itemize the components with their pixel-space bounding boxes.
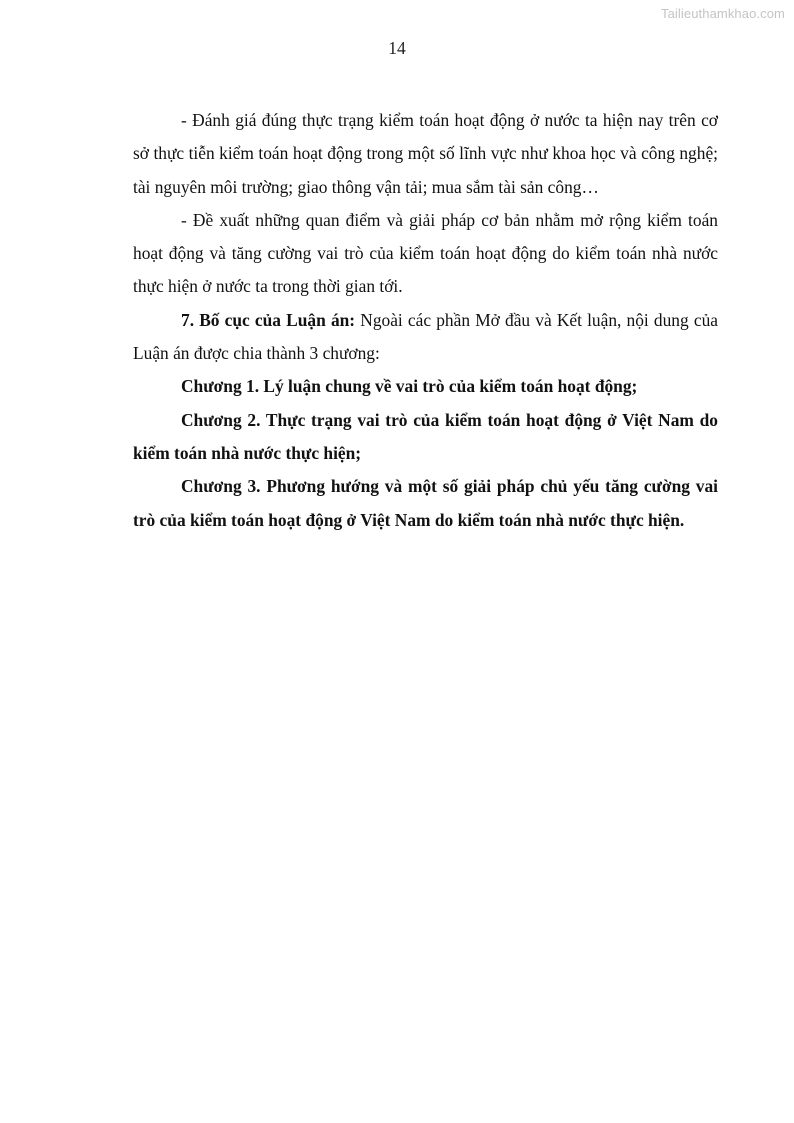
paragraph-objective-proposals: - Đề xuất những quan điểm và giải pháp cơ bản nhằm mở rộng kiểm toán hoạt động và tăng cường vai trò của kiểm toán hoạt động do kiểm toán nhà nước thực hiện ở nước ta trong thời gian tới. xyxy=(133,209,718,297)
page-number: 14 xyxy=(388,38,406,58)
document-body xyxy=(133,104,718,537)
section-heading-thesis-structure: 7. Bố cục của Luận án: xyxy=(181,309,356,330)
chapter-2-title: Chương 2. Thực trạng vai trò của kiểm toán hoạt động ở Việt Nam do kiểm toán nhà nước thực hiện; xyxy=(133,409,718,463)
paragraph-thesis-structure xyxy=(133,304,718,371)
thesis-structure-text: Ngoài các phần Mở đầu và Kết luận, nội dung của Luận án được chia thành 3 chương: xyxy=(133,309,718,364)
chapter-3-title: Chương 3. Phương hướng và một số giải pháp chủ yếu tăng cường vai trò của kiểm toán hoạt động ở Việt Nam do kiểm toán nhà nước thực hiện. xyxy=(133,476,718,530)
chapter-1-title: Chương 1. Lý luận chung về vai trò của kiểm toán hoạt động; xyxy=(181,376,638,397)
watermark: Tailieuthamkhao.com xyxy=(660,6,785,21)
paragraph-objective-assessment: - Đánh giá đúng thực trạng kiểm toán hoạt động ở nước ta hiện nay trên cơ sở thực tiễn kiểm toán hoạt động trong một số lĩnh vực như khoa học và công nghệ; tài nguyên môi trường; giao thông vận tải; mua sắm tài sản công… xyxy=(133,110,718,197)
